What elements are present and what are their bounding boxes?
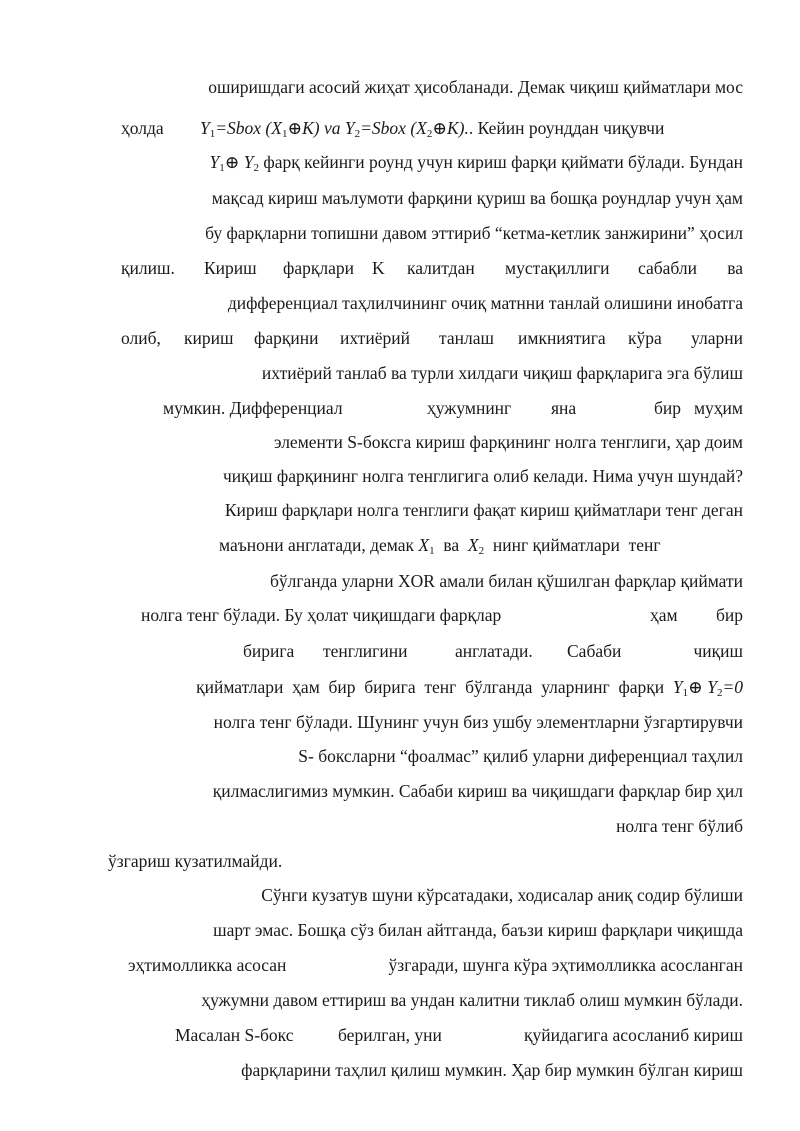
text-word: K [372,258,385,278]
text-word: нолга тенг бўлади. Бу ҳолат чиқишдаги фарқлар [141,605,502,625]
text-word: Масалан S-бокс [175,1025,294,1045]
text-word: ҳужумнинг [427,398,512,418]
text-line: S- боксларни “фоалмас” қилиб уларни диференциал таҳлил [298,746,743,766]
text-word: сабабли [638,258,697,278]
text-word: бир [654,398,682,418]
text-line: қийматлари ҳам бир бирига тенг бўлганда уларнинг фарқи $Y_1\oplus$ $Y_2=0$ [196,677,743,699]
text-line: мақсад кириш маълумоти фарқини қуриш ва бошқа роундлар учун ҳам [211,188,743,208]
text-word: олиб, [121,328,161,348]
text-word: эҳтимолликка асосан [128,955,287,975]
text-word: муҳим [693,398,743,418]
text-word: калитдан [407,258,475,278]
text-line: дифференциал таҳлилчининг очиқ матнни танлай олишини инобатга [227,293,743,313]
formula-y1: $Y_1=Sbox$ $(X_1\oplus K)$ va $Y_2=Sbox$ $(X_2\oplus K)$.. Кейин роунддан чиқувчи [200,118,665,140]
text-line: бўлганда уларни XOR амали билан қўшилган фарқлар қиймати [269,571,743,591]
text-word: уларни [691,328,743,348]
text-line: ихтиёрий танлаб ва турли хилдаги чиқиш фарқларига эга бўлиш [261,363,743,383]
paragraph-start-line: Сўнги кузатув шуни кўрсатадаки, ходисалар аниқ содир бўлиши [261,885,743,905]
text-line: элементи S-боксга кириш фарқининг нолга тенглиги, ҳар доим [274,432,743,452]
text-word: мустақиллиги [505,258,610,278]
text-word: қилиш. [121,258,175,278]
text-word: Кириш [204,258,257,278]
text-line: фарқларини таҳлил қилиш мумкин. Ҳар бир мумкин бўлган кириш [241,1060,743,1080]
text-line: чиқиш фарқининг нолга тенглигига олиб келади. Нима учун шундай? [222,466,743,486]
text-line: қилмаслигимиз мумкин. Сабаби кириш ва чиқишдаги фарқлар бир ҳил [212,781,743,801]
text-word: фарқлари [283,258,354,278]
text-word: мумкин. Дифференциал [163,398,343,418]
text-word: яна [551,398,577,418]
text-word: ва [727,258,743,278]
text-word: чиқиш [693,641,743,661]
text-word: ихтиёрий [340,328,410,348]
text-line: оширишдаги асосий жиҳат ҳисобланади. Демак чиқиш қийматлари мос [208,77,743,97]
text-line: Кириш фарқлари нолга тенглиги фақат кириш қийматлари тенг деган [224,500,743,520]
text-line: бу фарқларни топишни давом эттириб “кетма-кетлик занжирини” ҳосил [205,223,743,243]
text-word: берилган, уни [338,1025,442,1045]
text-line: шарт эмас. Бошқа сўз билан айтганда, баъзи кириш фарқлари чиқишда [213,920,743,940]
text-line: нолга тенг бўлиб [616,816,743,836]
text-word: фарқини [254,328,319,348]
text-word: имкниятига [518,328,606,348]
text-line: ҳолда [121,118,164,138]
text-line: маънони англатади, демак $X_1$ ва $X_2$ нинг қийматлари тенг [219,535,661,557]
text-word: ҳам [650,605,678,625]
text-word: кириш [184,328,234,348]
text-word: бир [715,605,743,625]
text-line: $Y_1\oplus$ $Y_2$ фарқ кейинги роунд учун кириш фарқи қиймати бўлади. Бундан [209,152,743,174]
text-word: Сабаби [567,641,622,661]
text-line: ҳужумни давом еттириш ва ундан калитни тиклаб олиш мумкин бўлади. [201,990,743,1010]
text-word: тенглигини [323,641,408,661]
text-word: бирига [243,641,295,661]
text-line: ўзгаради, шунга кўра эҳтимолликка асосланган [388,955,743,975]
text-line: нолга тенг бўлади. Шунинг учун биз ушбу элементларни ўзгартирувчи [213,712,743,732]
text-word: танлаш [439,328,494,348]
text-line: ўзгариш кузатилмайди. [108,851,283,871]
text-word: англатади. [455,641,533,661]
text-line: қуйидагига асосланиб кириш [524,1025,743,1045]
text-word: кўра [628,328,662,348]
